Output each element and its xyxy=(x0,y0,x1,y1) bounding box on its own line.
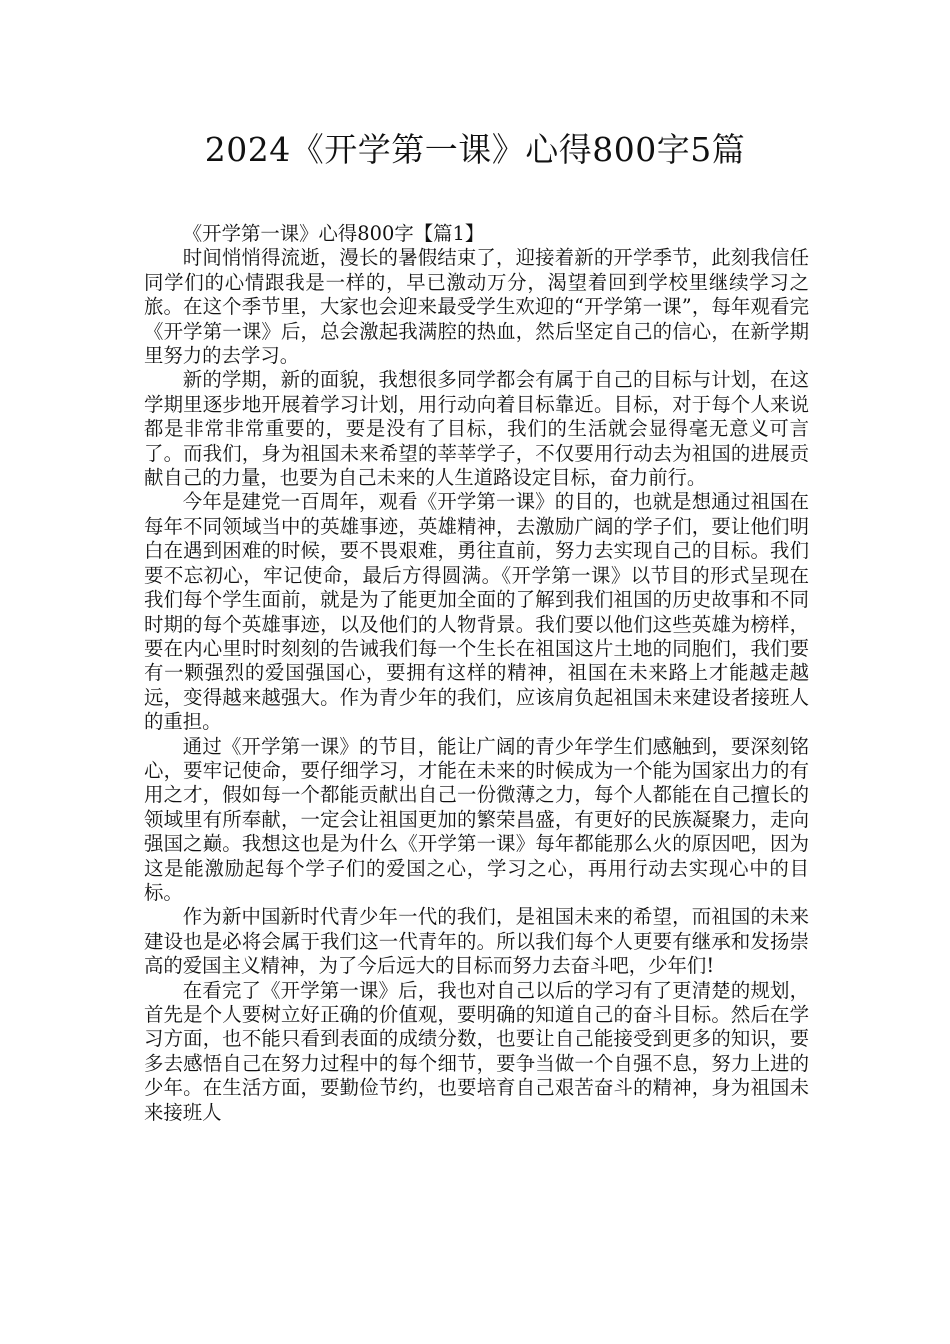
paragraph-2: 新的学期，新的面貌，我想很多同学都会有属于自己的目标与计划，在这学期里逐步地开展着学习计划，用行动向着目标靠近。目标，对于每个人来说都是非常非常重要的，要是没有了目标，我们的生活就会显得毫无意义可言了。而我们，身为祖国未来希望的莘莘学子，不仅要用行动去为祖国的进展贡献自己的力量，也要为自己未来的人生道路设定目标，奋力前行。 xyxy=(144,368,809,490)
paragraph-3: 今年是建党一百周年，观看《开学第一课》的目的，也就是想通过祖国在每年不同领域当中的英雄事迹，英雄精神，去激励广阔的学子们，要让他们明白在遇到困难的时候，要不畏艰难，勇往直前，努力去实现自己的目标。我们要不忘初心，牢记使命，最后方得圆满。《开学第一课》以节目的形式呈现在我们每个学生面前，就是为了能更加全面的了解到我们祖国的历史故事和不同时期的每个英雄事迹，以及他们的人物背景。我们要以他们这些英雄为榜样，要在内心里时时刻刻的告诫我们每一个生长在祖国这片土地的同胞们，我们要有一颗强烈的爱国强国心，要拥有这样的精神，祖国在未来路上才能越走越远，变得越来越强大。作为青少年的我们，应该肩负起祖国未来建设者接班人的重担。 xyxy=(144,490,809,734)
document-body xyxy=(144,222,809,1125)
document-title: 2024《开学第一课》心得800字5篇 xyxy=(204,130,746,169)
paragraph-4: 通过《开学第一课》的节目，能让广阔的青少年学生们感触到，要深刻铭心，要牢记使命，要仔细学习，才能在未来的时候成为一个能为国家出力的有用之才，假如每一个都能贡献出自己一份微薄之力，每个人都能在自己擅长的领域里有所奉献，一定会让祖国更加的繁荣昌盛，有更好的民族凝聚力，走向强国之巅。我想这也是为什么《开学第一课》每年都能那么火的原因吧，因为这是能激励起每个学子们的爱国之心，学习之心，再用行动去实现心中的目标。 xyxy=(144,734,809,904)
section-heading: 《开学第一课》心得800字【篇1】 xyxy=(182,222,485,245)
paragraph-5: 作为新中国新时代青少年一代的我们，是祖国未来的希望，而祖国的未来建设也是必将会属于我们这一代青年的。所以我们每个人更要有继承和发扬崇高的爱国主义精神，为了今后远大的目标而努力去奋斗吧，少年们! xyxy=(144,905,809,978)
paragraph-6: 在看完了《开学第一课》后，我也对自己以后的学习有了更清楚的规划，首先是个人要树立好正确的价值观，要明确的知道自己的奋斗目标。然后在学习方面，也不能只看到表面的成绩分数，也要让自己能接受到更多的知识，要多去感悟自己在努力过程中的每个细节，要争当做一个自强不息，努力上进的少年。在生活方面，要勤俭节约，也要培育自己艰苦奋斗的精神，身为祖国未来接班人 xyxy=(144,978,809,1124)
paragraph-1: 时间悄悄得流逝，漫长的暑假结束了，迎接着新的开学季节，此刻我信任同学们的心情跟我是一样的，早已激动万分，渴望着回到学校里继续学习之旅。在这个季节里，大家也会迎来最受学生欢迎的“开学第一课”，每年观看完《开学第一课》后，总会激起我满腔的热血，然后坚定自己的信心，在新学期里努力的去学习。 xyxy=(144,246,809,368)
